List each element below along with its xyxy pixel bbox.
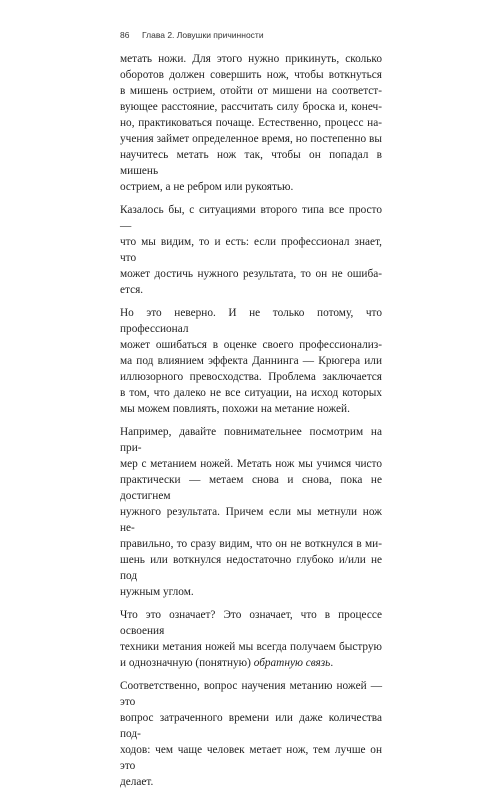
text-line: оборотов должен совершить нож, чтобы воткнуться: [120, 69, 382, 81]
paragraph-2: [120, 202, 382, 298]
text-line: практически — метаем снова и снова, пока не достигнем: [120, 474, 382, 502]
text-line: Соответственно, вопрос научения метанию ножей — это: [120, 680, 382, 708]
paragraph-5: [120, 607, 382, 671]
paragraph-6: [120, 678, 382, 790]
text-line: Например, давайте повнимательнее посмотрим на при-: [120, 426, 382, 454]
text-line: ется.: [120, 284, 144, 296]
text-line: ходов: чем чаще человек метает нож, тем лучше он это: [120, 744, 382, 772]
text-segment: .: [330, 657, 334, 669]
text-line: нужного результата. Причем если мы метнули нож не-: [120, 506, 382, 534]
text-line: ма под влиянием эффекта Даннинга — Крюгера или: [120, 355, 382, 367]
text-line: Но это неверно. И не только потому, что профессионал: [120, 307, 382, 335]
text-line: в том, что далеко не все ситуации, на исход которых: [120, 387, 382, 399]
text-line: иллюзорного превосходства. Проблема заключается: [120, 371, 382, 383]
text-line: в мишень острием, отойти от мишени на соответст-: [120, 85, 382, 97]
running-head: [120, 30, 264, 40]
text-line: учения займет определенное время, но постепенно вы: [120, 133, 382, 145]
text-line: что мы видим, то и есть: если профессионал знает, что: [120, 236, 382, 264]
text-segment: и однозначную (понятную): [120, 657, 254, 669]
text-line: Что это означает? Это означает, что в процессе освоения: [120, 609, 382, 637]
text-line: острием, а не ребром или рукоятью.: [120, 181, 294, 193]
text-line: может ошибаться в оценке своего профессионализ-: [120, 339, 382, 351]
text-line: вопрос затраченного времени или даже количества под-: [120, 712, 382, 740]
paragraph-3: [120, 305, 382, 417]
paragraph-4: [120, 424, 382, 600]
body-text: [120, 51, 382, 797]
italic-phrase: обратную связь: [253, 657, 331, 669]
text-line: техники метания ножей мы всегда получаем быструю: [120, 641, 382, 653]
text-line-with-emphasis: [120, 655, 382, 671]
text-line: нужным углом.: [120, 586, 194, 598]
page-number: 86: [120, 30, 130, 40]
text-line: вующее расстояние, рассчитать силу броска и, конеч-: [120, 101, 382, 113]
text-line: научитесь метать нож так, чтобы он попадал в мишень: [120, 149, 382, 177]
text-line: Казалось бы, с ситуациями второго типа все просто —: [120, 204, 382, 232]
text-line: но, практиковаться почаще. Естественно, процесс на-: [120, 117, 382, 129]
text-line: мер с метанием ножей. Метать нож мы учимся чисто: [120, 458, 382, 470]
text-line: правильно, то сразу видим, что он не воткнулся в ми-: [120, 538, 382, 550]
text-line: может достичь нужного результата, то он не ошиба-: [120, 268, 382, 280]
paragraph-1: [120, 51, 382, 195]
text-line: мы можем повлиять, похожи на метание ножей.: [120, 403, 350, 415]
text-line: шень или воткнулся недостаточно глубоко и/или не под: [120, 554, 382, 582]
text-line: метать ножи. Для этого нужно прикинуть, сколько: [120, 53, 382, 65]
chapter-title: Глава 2. Ловушки причинности: [142, 30, 264, 40]
text-line: делает.: [120, 776, 154, 788]
